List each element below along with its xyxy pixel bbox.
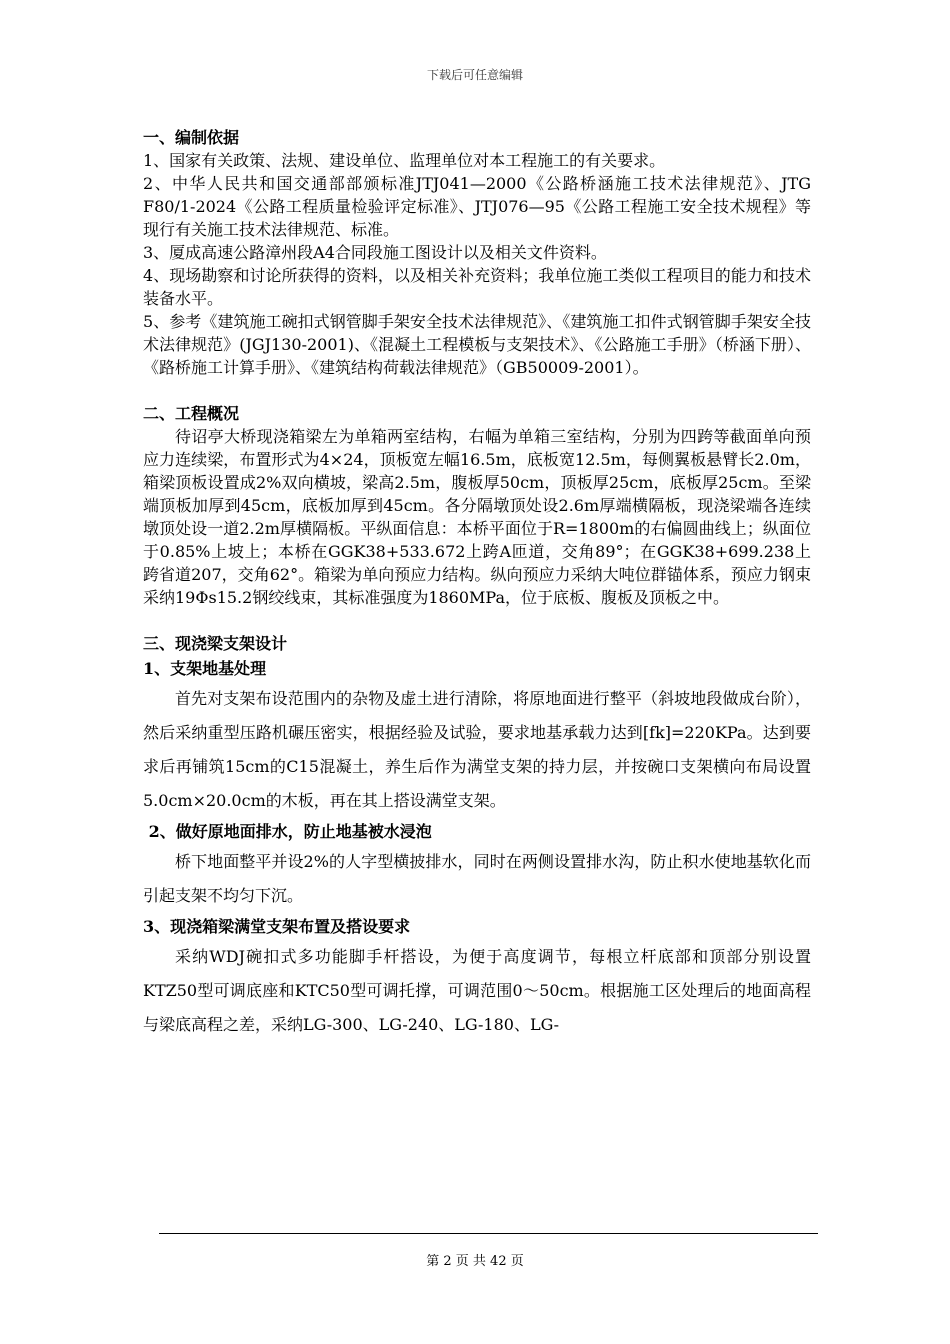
section-1-title: 一、编制依据	[143, 128, 240, 147]
page-header: 下载后可任意编辑	[426, 68, 523, 82]
spacer	[143, 379, 811, 402]
spacer	[143, 609, 811, 632]
paragraph: 采纳WDJ碗扣式多功能脚手杆搭设，为便于高度调节，每根立杆底部和顶部分别设置KTZ50型可调底座和KTC50型可调托撑，可调范围0～50cm。根据施工区处理后的地面高程与梁底高程之差，采纳LG-300、LG-240、LG-180、LG-	[143, 947, 811, 1034]
paragraph: 首先对支架布设范围内的杂物及虚土进行清除，将原地面进行整平（斜坡地段做成台阶），然后采纳重型压路机碾压密实，根据经验及试验，要求地基承载力达到[fk]=220KPa。达到要求后再铺筑15cm的C15混凝土，养生后作为满堂支架的持力层，并按碗口支架横向布局设置5.0cm×20.0cm的木板，再在其上搭设满堂支架。	[143, 689, 811, 810]
paragraph: 4、现场勘察和讨论所获得的资料，以及相关补充资料；我单位施工类似工程项目的能力和技术装备水平。	[143, 266, 811, 308]
paragraph: 2、中华人民共和国交通部部颁标准JTJ041—2000《公路桥涵施工技术法律规范》、JTG F80/1-2024《公路工程质量检验评定标准》、JTJ076—95《公路工程施工安全技术规程》等现行有关施工技术法律规范、标准。	[143, 174, 811, 239]
paragraph: 1、国家有关政策、法规、建设单位、监理单位对本工程施工的有关要求。	[143, 151, 666, 170]
section-3-body	[143, 655, 811, 1042]
paragraph: 桥下地面整平并设2%的人字型横披排水，同时在两侧设置排水沟，防止积水使地基软化而引起支架不均匀下沉。	[143, 852, 811, 905]
subsection-title: 2、做好原地面排水，防止地基被水浸泡	[143, 822, 432, 841]
subsection-title: 3、现浇箱梁满堂支架布置及搭设要求	[143, 917, 411, 936]
paragraph: 待诏亭大桥现浇箱梁左为单箱两室结构，右幅为单箱三室结构，分别为四跨等截面单向预应力连续梁，布置形式为4×24，顶板宽左幅16.5m，底板宽12.5m，每侧翼板悬臂长2.0m，箱梁顶板设置成2%双向横坡，梁高2.5m，腹板厚50cm，顶板厚25cm，底板厚25cm。至梁端顶板加厚到45cm，底板加厚到45cm。各分隔墩顶处设2.6m厚端横隔板，现浇梁端各连续墩顶处设一道2.2m厚横隔板。平纵面信息：本桥平面位于R=1800m的右偏圆曲线上；纵面位于0.85%上坡上；本桥在GGK38+533.672上跨A匝道，交角89°；在GGK38+699.238上跨省道207，交角62°。箱梁为单向预应力结构。纵向预应力采纳大吨位群锚体系，预应力钢束采纳19Φs15.2钢绞线束，其标准强度为1860MPa，位于底板、腹板及顶板之中。	[143, 427, 811, 607]
paragraph: 5、参考《建筑施工碗扣式钢管脚手架安全技术法律规范》、《建筑施工扣件式钢管脚手架安全技术法律规范》(JGJ130-2001)、《混凝土工程模板与支架技术》、《公路施工手册》（桥涵下册）、《路桥施工计算手册》、《建筑结构荷载法律规范》（GB50009-2001）。	[143, 312, 811, 377]
section-2-title: 二、工程概况	[143, 404, 240, 423]
subsection-title: 1、支架地基处理	[143, 659, 267, 678]
footer-divider	[159, 1233, 818, 1234]
document-body	[143, 126, 811, 1042]
paragraph: 3、厦成高速公路漳州段A4合同段施工图设计以及相关文件资料。	[143, 243, 607, 262]
section-3-title: 三、现浇梁支架设计	[143, 634, 288, 653]
page-number: 第 2 页 共 42 页	[426, 1254, 524, 1269]
